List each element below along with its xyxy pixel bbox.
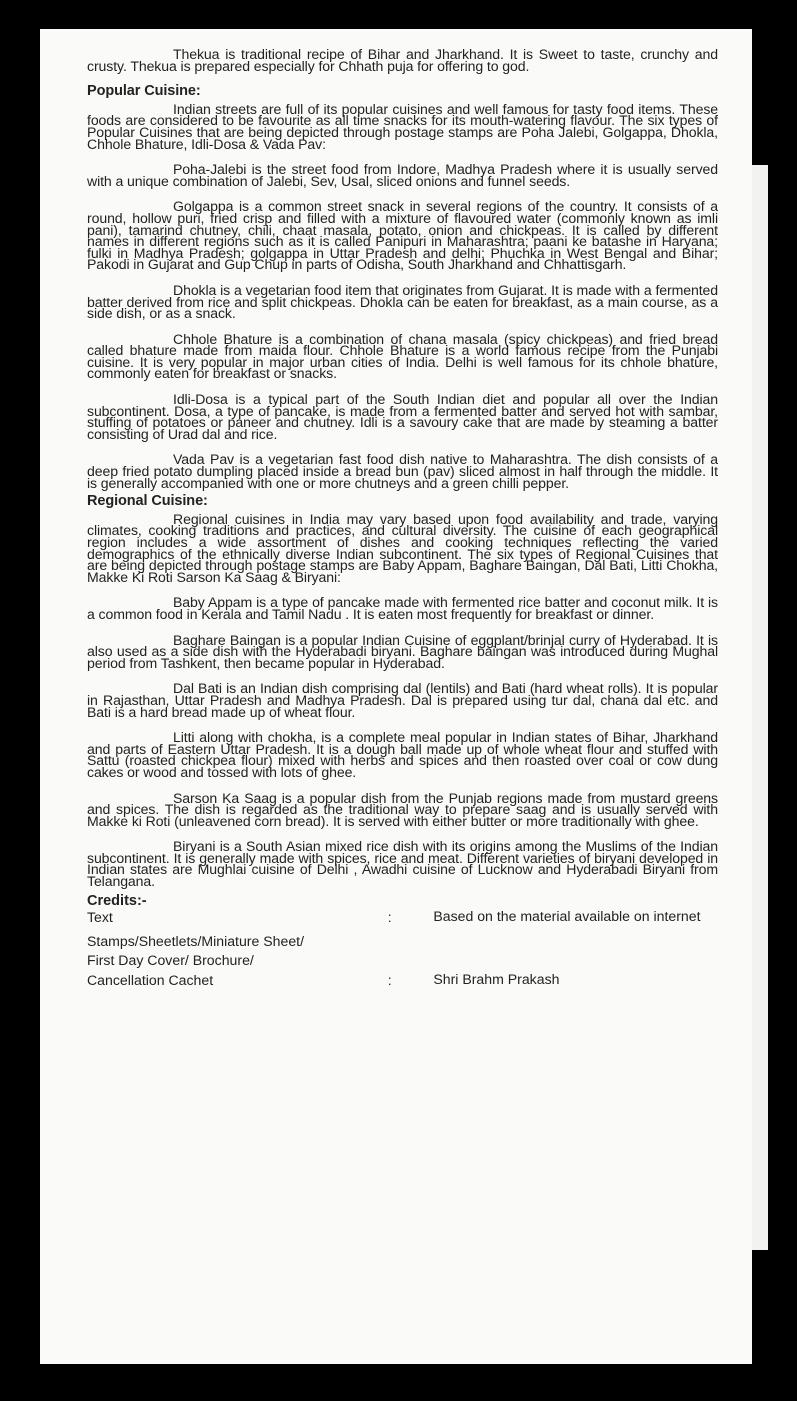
- regional-cuisine-heading: Regional Cuisine:: [87, 493, 208, 510]
- credits-heading: Credits:-: [87, 892, 147, 909]
- credit-separator: :: [387, 971, 392, 988]
- credit-value: Shri Brahm Prakash: [433, 970, 560, 987]
- credits-section: [87, 892, 718, 988]
- credit-label: Cancellation Cachet: [87, 971, 214, 988]
- regional-paragraph: Regional cuisines in India may vary based upon food availability and trade, varying climates, cooking traditions and practices, and cultural diversity. The cuisine of each geographical region includes a wide assortment of dishes and cooking techniques reflecting the varied demographics of the ethnically diverse Indian subcontinent. The six types of Regional Cuisines that are being depicted through postage stamps are Baby Appam, Baghare Baingan, Dal Bati, Litti Chokha, Makke Ki Roti Sarson Ka Saag & Biryani:: [87, 510, 718, 585]
- popular-paragraph: Vada Pav is a vegetarian fast food dish native to Maharashtra. The dish consists of a deep fried potato dumpling placed inside a bread bun (pav) sliced almost in half through the middle. It is generally accompanied with one or more chutneys and a green chilli pepper.: [87, 451, 718, 491]
- popular-cuisine-heading: Popular Cuisine:: [87, 83, 201, 100]
- credit-label: First Day Cover/ Brochure/: [87, 952, 254, 969]
- credit-label: Stamps/Sheetlets/Miniature Sheet/: [87, 932, 305, 949]
- popular-paragraph: Chhole Bhature is a combination of chana masala (spicy chickpeas) and fried bread called bhature made from maida flour. Chhole Bhature is a world famous recipe from the Punjabi cuisine. It is very popular in major urban cities of India. Delhi is well famous for its chhole bhature, commonly eaten for breakfast or snacks.: [87, 330, 718, 382]
- document-body: [87, 46, 718, 890]
- regional-paragraph: Sarson Ka Saag is a popular dish from the Punjab regions made from mustard greens and spices. The dish is regarded as the traditional way to prepare saag and is usually served with Makke ki Roti (unleavened corn bread). It is served with either butter or more traditionally with ghee.: [87, 789, 718, 829]
- credits-row-stamps-2: [87, 954, 718, 968]
- credits-row-text: [87, 908, 718, 926]
- credit-separator: :: [387, 909, 392, 926]
- popular-paragraph: Idli-Dosa is a typical part of the South Indian diet and popular all over the Indian subcontinent. Dosa, a type of pancake, is made from a fermented batter and served hot with sambar, stuffing of potatoes or paneer and chutney. Idli is a savoury cake that are made by steaming a batter consisting of Urad dal and rice.: [87, 391, 718, 442]
- popular-paragraph: Poha-Jalebi is the street food from Indore, Madhya Pradesh where it is usually served with a unique combination of Jalebi, Sev, Usal, sliced onions and funnel seeds.: [87, 161, 718, 189]
- brochure-page: [40, 29, 752, 1364]
- regional-paragraph: Baby Appam is a type of pancake made with fermented rice batter and coconut milk. It is a common food in Kerala and Tamil Nadu . It is eaten most frequently for breakfast or dinner.: [87, 594, 718, 622]
- credits-row-stamps-3: [87, 970, 718, 988]
- popular-paragraph: Dhokla is a vegetarian food item that originates from Gujarat. It is made with a fermented batter derived from rice and split chickpeas. Dhokla can be eaten for breakfast, as a main course, as a side dish, or as a snack.: [87, 281, 718, 322]
- credit-value: Based on the material available on internet: [433, 908, 701, 925]
- popular-paragraph: Golgappa is a common street snack in several regions of the country. It consists of a round, hollow puri, fried crisp and filled with a mixture of flavoured water (commonly known as imli pani), tamarind chutney, chili, chaat masala, potato, onion and chickpeas. It is called by different names in different regions such as it is called Panipuri in Maharashtra; paani ke batashe in Haryana; fulki in Madhya Pradesh; golgappa in Uttar Pradesh and delhi; Phuchka in West Bengal and Bihar; Pakodi in Gujarat and Gup Chup in parts of Odisha, South Jharkhand and Chhattisgarh.: [87, 198, 718, 273]
- credit-label: Text: [87, 909, 113, 926]
- popular-paragraph: Indian streets are full of its popular cuisines and well famous for tasty food items. These foods are considered to be favourite as all time snacks for its mouth-watering flavour. The six types of Popular Cuisines that are being depicted through postage stamps are Poha Jalebi, Golgappa, Dhokla, Chhole Bhature, Idli-Dosa & Vada Pav:: [87, 100, 718, 152]
- regional-paragraph: Dal Bati is an Indian dish comprising dal (lentils) and Bati (hard wheat rolls). It is popular in Rajasthan, Uttar Pradesh and Madhya Pradesh. Dal is prepared using tur dal, chana dal etc. and Bati is a hard bread made up of wheat flour.: [87, 680, 718, 720]
- regional-paragraph: Litti along with chokha, is a complete meal popular in Indian states of Bihar, Jharkhand and parts of Eastern Uttar Pradesh. It is a dough ball made up of whole wheat flour and stuffed with Sattu (roasted chickpea flour) mixed with herbs and spices and then roasted over coal or cow dung cakes or wood and tossed with lots of ghee.: [87, 729, 718, 780]
- credits-row-stamps-1: [87, 932, 718, 949]
- intro-paragraph: Thekua is traditional recipe of Bihar and Jharkhand. It is Sweet to taste, crunchy and crusty. Thekua is prepared especially for Chhath puja for offering to god.: [87, 46, 718, 74]
- regional-paragraph: Biryani is a South Asian mixed rice dish with its origins among the Muslims of the Indian subcontinent. It is generally made with spices, rice and meat. Different varieties of biryani developed in Indian states are Mughlai cuisine of Delhi , Awadhi cuisine of Lucknow and Hyderabadi Biryani from Telangana.: [87, 838, 718, 890]
- regional-paragraph: Baghare Baingan is a popular Indian Cuisine of eggplant/brinjal curry of Hyderabad. It is also used as a side dish with the Hyderabadi biryani. Baghare baingan was introduced during Mughal period from Tashkent, then became popular in Hyderabad.: [87, 631, 718, 671]
